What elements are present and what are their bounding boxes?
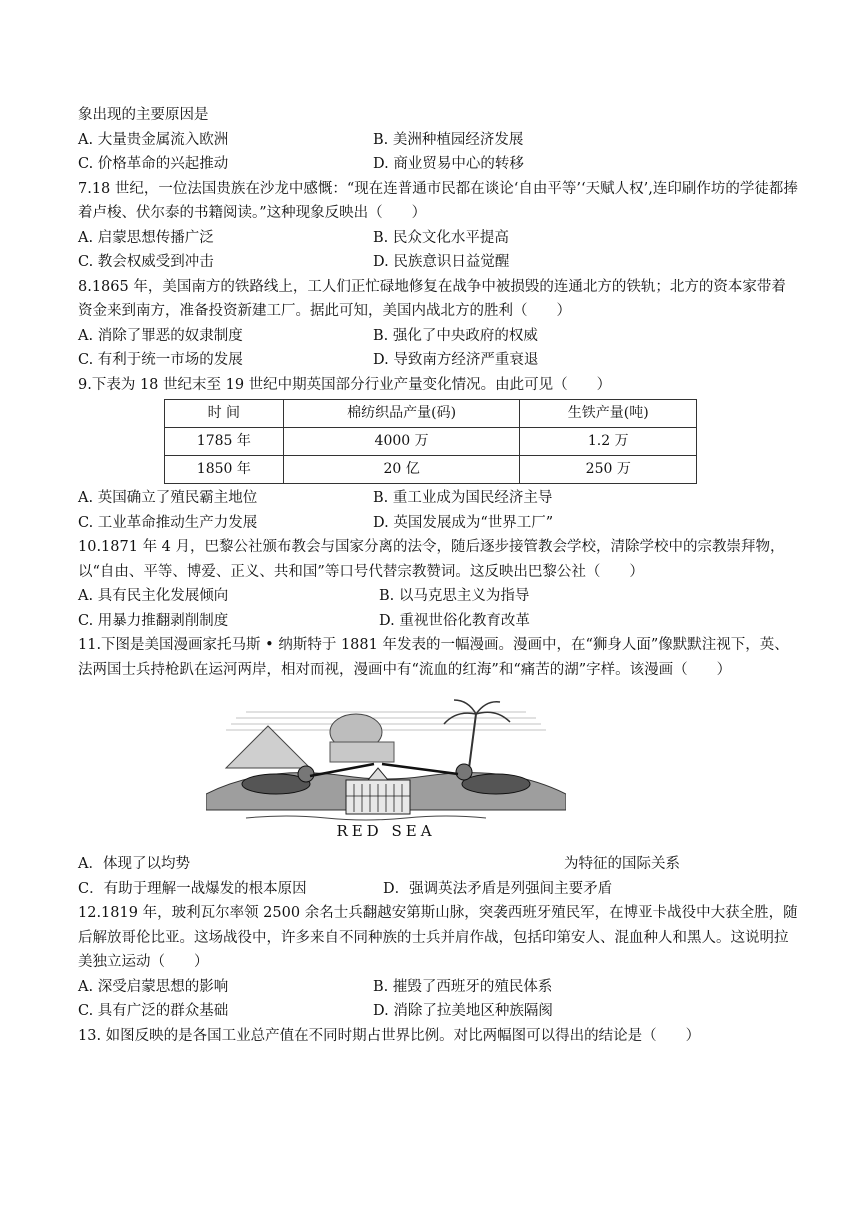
q7-options-row2 <box>78 250 798 275</box>
q8-option-d: D. 导致南方经济严重衰退 <box>373 352 539 368</box>
q10-options-row1 <box>78 584 798 609</box>
q6-options-row2 <box>78 152 798 177</box>
table-row <box>165 428 697 456</box>
table-header-cell: 生铁产量(吨) <box>520 400 697 428</box>
q12-stem: 12.1819 年，玻利瓦尔率领 2500 余名士兵翻越安第斯山脉，突袭西班牙殖民军，在博亚卡战役中大获全胜，随后解放哥伦比亚。这场战役中，许多来自不同种族的士兵并肩作战，包括印第安人、混血种人和黑人。这说明拉美独立运动（ ） <box>78 905 798 970</box>
q11-options-row2 <box>78 877 798 902</box>
q8-options-row1 <box>78 324 798 349</box>
q10-option-a: A. 具有民主化发展倾向 <box>78 588 229 604</box>
table-cell: 1850 年 <box>165 456 284 484</box>
q6-stem-tail: 象出现的主要原因是 <box>78 107 209 123</box>
q9-options-row2 <box>78 511 798 536</box>
q11-option-a-right: 为特征的国际关系 <box>564 856 680 872</box>
table-header-cell: 棉纺织品产量(码) <box>283 400 520 428</box>
q12-option-b: B. 摧毁了西班牙的殖民体系 <box>373 978 553 995</box>
q11-option-c: C．有助于理解一战爆发的根本原因 <box>78 880 307 897</box>
table-header-cell: 时 间 <box>165 400 284 428</box>
table-cell: 20 亿 <box>283 456 520 484</box>
q12-options-row2 <box>78 999 798 1024</box>
q10-stem: 10.1871 年 4 月，巴黎公社颁布教会与国家分离的法令，随后逐步接管教会学校，清除学校中的宗教崇拜物，以“自由、平等、博爱、正义、共和国”等口号代替宗教赞词。这反映出巴黎公社（ ） <box>78 539 785 580</box>
q10-option-d: D. 重视世俗化教育改革 <box>379 612 530 629</box>
q9-option-a: A. 英国确立了殖民霸主地位 <box>78 490 258 506</box>
q7-option-d: D. 民族意识日益觉醒 <box>373 254 510 270</box>
q8-option-a: A. 消除了罪恶的奴隶制度 <box>78 327 243 344</box>
exam-page <box>78 103 798 1048</box>
q6-option-a: A. 大量贵金属流入欧洲 <box>78 131 229 148</box>
q7-option-b: B. 民众文化水平提高 <box>373 229 509 246</box>
table-cell: 1.2 万 <box>520 428 697 456</box>
q8-stem: 8.1865 年，美国南方的铁路线上，工人们正忙碌地修复在战争中被损毁的连通北方的铁轨；北方的资本家带着资金来到南方，准备投资新建工厂。据此可知，美国内战北方的胜利（ ） <box>78 278 786 319</box>
q9-stem: 9.下表为 18 世纪末至 19 世纪中期英国部分行业产量变化情况。由此可见（ ） <box>78 376 612 393</box>
q6-option-b: B. 美洲种植园经济发展 <box>373 131 524 148</box>
q7-option-a: A. 启蒙思想传播广泛 <box>78 229 214 246</box>
q9-options-row1 <box>78 486 798 511</box>
q12-option-d: D. 消除了拉美地区种族隔阂 <box>373 1003 553 1019</box>
table-row <box>165 456 697 484</box>
q7-stem: 7.18 世纪，一位法国贵族在沙龙中感慨：“现在连普通市民都在谈论‘自由平等’‘天赋人权’,连印刷作坊的学徒都捧着卢梭、伏尔泰的书籍阅读。”这种现象反映出（ ） <box>78 180 798 221</box>
q12-option-c: C. 具有广泛的群众基础 <box>78 1003 229 1019</box>
q9-option-c: C. 工业革命推动生产力发展 <box>78 514 258 531</box>
table-cell: 1785 年 <box>165 428 284 456</box>
q7-option-c: C. 教会权威受到冲击 <box>78 254 214 270</box>
q6-option-c: C. 价格革命的兴起推动 <box>78 156 229 172</box>
q8-options-row2 <box>78 348 798 373</box>
q9-option-d: D. 英国发展成为“世界工厂” <box>373 514 554 531</box>
q11-option-a-left: A．体现了以均势 <box>78 856 190 872</box>
table-cell: 250 万 <box>520 456 697 484</box>
q11-stem: 11.下图是美国漫画家托马斯 • 纳斯特于 1881 年发表的一幅漫画。漫画中，在“狮身人面”像默默注视下，英、法两国士兵持枪趴在运河两岸，相对而视，漫画中有“流血的红海”和“痛苦的湖”字样。该漫画（ ） <box>78 637 789 678</box>
cartoon-caption: RED SEA <box>336 822 436 840</box>
q9-option-b: B. 重工业成为国民经济主导 <box>373 490 553 506</box>
q12-option-a: A. 深受启蒙思想的影响 <box>78 978 229 995</box>
q12-options-row1 <box>78 975 798 1000</box>
table-header-row <box>165 400 697 428</box>
q11-option-d: D．强调英法矛盾是列强间主要矛盾 <box>383 880 613 897</box>
cartoon-illustration <box>206 698 566 840</box>
q10-option-b: B. 以马克思主义为指导 <box>379 588 530 604</box>
q6-options-row1 <box>78 128 798 153</box>
q9-data-table <box>164 399 697 484</box>
q8-option-b: B. 强化了中央政府的权威 <box>373 327 538 344</box>
q11-cartoon-image <box>206 698 566 840</box>
q8-option-c: C. 有利于统一市场的发展 <box>78 352 243 368</box>
q10-options-row2 <box>78 609 798 634</box>
table-cell: 4000 万 <box>283 428 520 456</box>
q13-stem: 13. 如图反映的是各国工业总产值在不同时期占世界比例。对比两幅图可以得出的结论是（ ） <box>78 1027 701 1044</box>
q6-option-d: D. 商业贸易中心的转移 <box>373 156 524 172</box>
q7-options-row1 <box>78 226 798 251</box>
q10-option-c: C. 用暴力推翻剥削制度 <box>78 612 229 629</box>
q11-options-row1 <box>78 852 798 877</box>
